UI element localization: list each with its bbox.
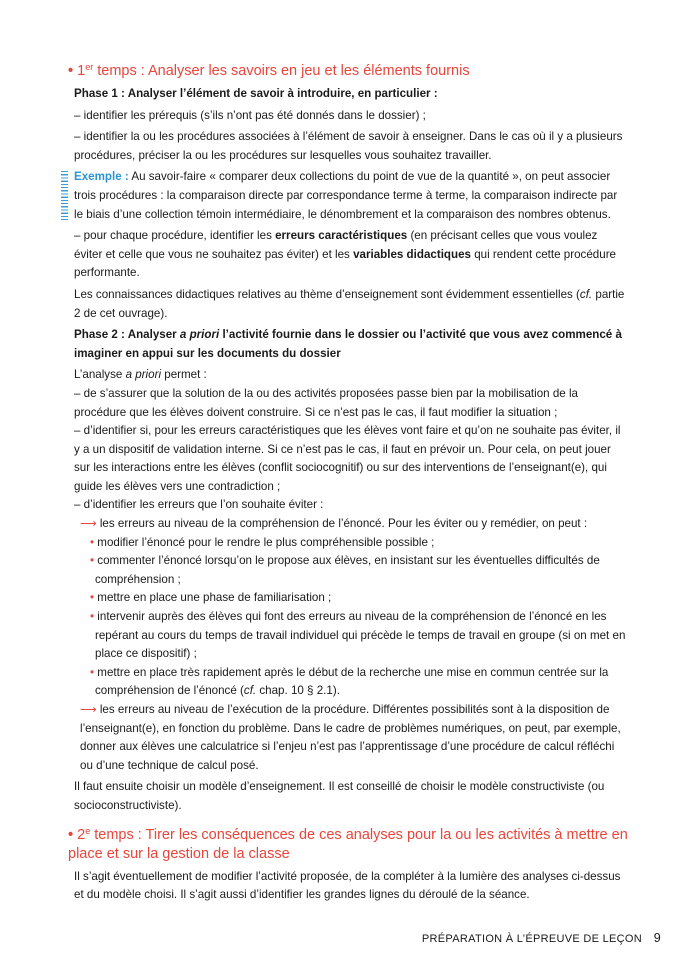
heading-number: 2: [77, 826, 86, 843]
arrow-icon: ⟶: [80, 703, 97, 716]
text-span: permet :: [161, 368, 207, 382]
text-span: (en précisant celles que vous voulez éviter et celle que vous ne souhaitez pas éviter) et les: [74, 229, 598, 261]
bullet-text: intervenir auprès des élèves qui font des erreurs au niveau de la compréhension de l’énoncé en les repérant au cours du temps de travail individuel qui précède le temps de travail en groupe (si on met en place ce dispositif) ;: [95, 610, 626, 661]
heading-bullet: •: [68, 826, 74, 843]
page-number: 9: [653, 931, 661, 945]
text-span: Les connaissances didactiques relatives au thème d’enseignement sont évidemment essentielles (: [74, 287, 580, 301]
bullet-dot-icon: •: [90, 610, 95, 624]
phase1-title: Phase 1 : Analyser l’élément de savoir à introduire, en particulier :: [74, 87, 438, 100]
heading-text: temps : Tirer les conséquences de ces analyses pour la ou les activités à mettre en place et sur la gestion de la classe: [68, 826, 628, 862]
arrow-text: les erreurs au niveau de l’exécution de la procédure. Différentes possibilités sont à la disposition de l’enseignant(e), en fonction du problème. Dans le cadre de problèmes numériques, on peut, par exemple, donner aux élèves une calculatrice si l’enjeu n’est pas l’apprentissage d’une procédure de calcul réfléchi ou d’une technique de calcul posé.: [80, 703, 621, 772]
arrow-icon: ⟶: [80, 517, 97, 531]
list-item: – de s’assurer que la solution de la ou des activités proposées passe bien par la mobilisation de la procédure que les élèves doivent construire. Si ce n’est pas le cas, il faut modifier la situation ;: [74, 386, 578, 419]
bullet-item: [74, 664, 628, 701]
text-span: L’analyse: [74, 368, 126, 382]
heading-text: temps : Analyser les savoirs en jeu et les éléments fournis: [93, 63, 470, 79]
bullet-dot-icon: •: [90, 535, 95, 549]
bullet-item: [74, 534, 628, 553]
bullet-item: [74, 552, 628, 589]
phase2-title: [74, 326, 628, 363]
text-span: l’activité fournie dans le dossier ou l’activité que vous avez commencé à imaginer en appui sur les documents du dossier: [74, 328, 622, 360]
section1-heading: [68, 62, 628, 81]
page-footer: [0, 930, 700, 950]
example-rule-decoration: [61, 171, 68, 221]
list-item: – identifier les prérequis (s’ils n’ont pas été donnés dans le dossier) ;: [74, 108, 426, 122]
italic-cf: cf.: [579, 287, 593, 301]
bullet-text: commenter l’énoncé lorsqu’on le propose aux élèves, en insistant sur les éventuelles difficultés de compréhension ;: [95, 554, 600, 586]
term-erreurs: erreurs caractéristiques: [275, 229, 408, 243]
heading-number: 1: [77, 63, 86, 79]
arrow-item: [74, 515, 628, 534]
text-span: Phase 2 : Analyser: [74, 328, 180, 342]
bullet-text: chap. 10 § 2.1).: [256, 684, 340, 698]
bullet-text: modifier l’énoncé pour le rendre le plus compréhensible possible ;: [97, 535, 435, 549]
closing-paragraph: Il faut ensuite choisir un modèle d’enseignement. Il est conseillé de choisir le modèle constructiviste (ou socioconstructiviste).: [74, 780, 605, 812]
section2-paragraph: Il s’agit éventuellement de modifier l’activité proposée, de la compléter à la lumière des analyses ci-dessus et du modèle choisi. Il s’agit aussi d’identifier les grandes lignes du déroulé de la séance.: [74, 869, 621, 902]
bullet-dot-icon: •: [90, 554, 95, 568]
list-item: – d’identifier si, pour les erreurs caractéristiques que les élèves vont faire et qu’on ne souhaite pas éviter, il y a un dispositif de validation interne. Si ce n’est pas le cas, il faut en prévoir un. Pour cela, on peut jouer sur les interactions entre les élèves (conflit sociocognitif) ou sur des interventions de l’enseignant(e), qui guide les élèves vers une contradiction ;: [74, 424, 621, 493]
term-variables: variables didactiques: [353, 247, 471, 261]
example-text: Au savoir-faire « comparer deux collections du point de vue de la quantité », on peut associer trois procédures : la comparaison directe par correspondance terme à terme, la comparaison indirecte par le biais d’une collection témoin intermédiaire, le dénombrement et la comparaison des nombres obtenus.: [74, 170, 618, 221]
section2-heading: [68, 826, 628, 864]
heading-sup: er: [85, 62, 94, 72]
bullet-item: [74, 589, 628, 608]
arrow-text: les erreurs au niveau de la compréhension de l’énoncé. Pour les éviter ou y remédier, on peut :: [99, 517, 588, 531]
bullet-dot-icon: •: [90, 665, 95, 679]
list-item: [74, 227, 628, 283]
analyse-intro: [74, 366, 628, 385]
bullet-item: [74, 608, 628, 664]
list-item: – identifier la ou les procédures associées à l’élément de savoir à enseigner. Dans le cas où il y a plusieurs procédures, préciser la ou les procédures sur lesquelles vous souhaitez travailler.: [74, 130, 623, 162]
example-block: [74, 168, 628, 224]
text-span: partie 2 de cet ouvrage).: [74, 287, 625, 320]
bullet-text: mettre en place une phase de familiarisation ;: [97, 591, 332, 605]
example-label: Exemple :: [74, 170, 129, 184]
heading-sup: e: [85, 825, 91, 836]
page-body: [68, 62, 628, 908]
text-span: qui rendent cette procédure performante.: [74, 247, 617, 280]
text-span: – pour chaque procédure, identifier les: [74, 229, 276, 243]
italic-a-priori: a priori: [125, 368, 162, 382]
footer-title: PRÉPARATION À L’ÉPREUVE DE LEÇON: [421, 933, 642, 945]
paragraph-connaissances: [74, 286, 628, 323]
heading-bullet: •: [68, 63, 74, 79]
arrow-item: [74, 701, 628, 775]
bullet-text: mettre en place très rapidement après le début de la recherche une mise en commun centrée sur la compréhension de l’énoncé (: [95, 665, 609, 698]
bullet-dot-icon: •: [90, 591, 95, 605]
italic-cf: cf.: [243, 684, 257, 698]
italic-a-priori: a priori: [179, 328, 220, 342]
list-item: – d’identifier les erreurs que l’on souhaite éviter :: [74, 498, 324, 512]
